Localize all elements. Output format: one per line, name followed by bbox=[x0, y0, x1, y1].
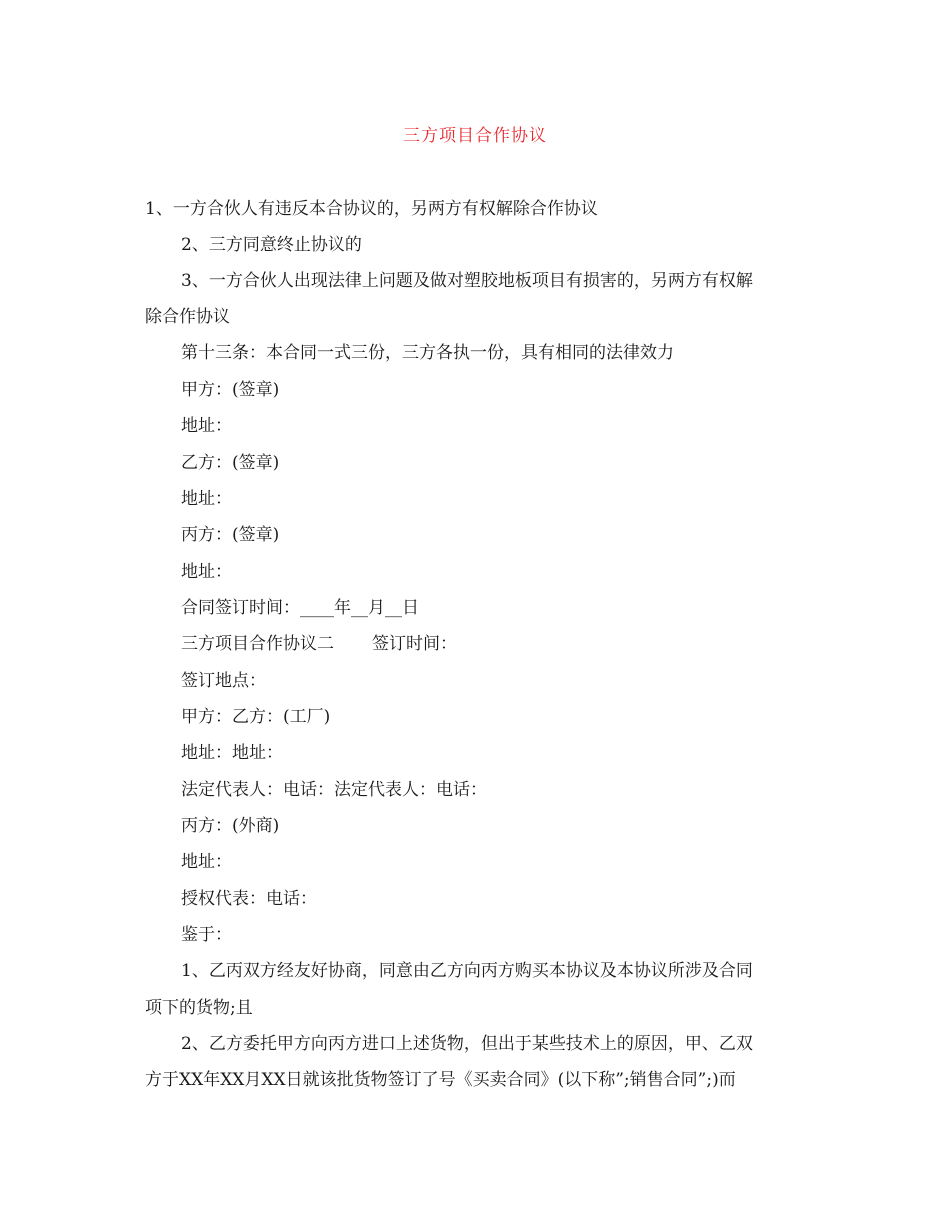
document-title: 三方项目合作协议 bbox=[403, 126, 547, 146]
article-thirteen: 第十三条：本合同一式三份，三方各执一份，具有相同的法律效力 bbox=[181, 343, 674, 363]
whereas-label: 鉴于： bbox=[181, 925, 232, 945]
parties-address: 地址：地址： bbox=[181, 743, 283, 763]
party-c-foreign: 丙方：(外商) bbox=[181, 816, 280, 836]
contract-sign-date: 合同签订时间：____年__月__日 bbox=[181, 598, 419, 618]
party-a-address: 地址： bbox=[181, 416, 232, 436]
paragraph-line: 除合作协议 bbox=[145, 307, 230, 327]
party-b-signature: 乙方：(签章) bbox=[181, 453, 280, 473]
legal-representatives: 法定代表人：电话：法定代表人：电话： bbox=[181, 780, 487, 800]
paragraph-line: 1、一方合伙人有违反本合协议的，另两方有权解除合作协议 bbox=[145, 199, 598, 219]
agreement-two-heading bbox=[181, 632, 851, 656]
paragraph-line: 项下的货物;且 bbox=[145, 998, 253, 1018]
paragraph-line: 方于XX年XX月XX日就该批货物签订了号《买卖合同》(以下称”;销售合同”;)而 bbox=[145, 1070, 736, 1090]
paragraph-line: 3、一方合伙人出现法律上问题及做对塑胶地板项目有损害的，另两方有权解 bbox=[181, 271, 753, 291]
parties-a-b: 甲方：乙方：(工厂) bbox=[181, 707, 331, 727]
authorized-representative: 授权代表：电话： bbox=[181, 889, 317, 909]
paragraph-line: 2、乙方委托甲方向丙方进口上述货物，但出于某些技术上的原因，甲、乙双 bbox=[181, 1034, 753, 1054]
paragraph-line: 1、乙丙双方经友好协商，同意由乙方向丙方购买本协议及本协议所涉及合同 bbox=[181, 961, 753, 981]
paragraph-line: 2、三方同意终止协议的 bbox=[181, 235, 362, 255]
party-a-signature: 甲方：(签章) bbox=[181, 380, 280, 400]
sign-location: 签订地点： bbox=[181, 671, 266, 691]
party-b-address: 地址： bbox=[181, 489, 232, 509]
party-c-address-2: 地址： bbox=[181, 852, 232, 872]
sign-time-label: 签订时间： bbox=[372, 634, 457, 654]
party-c-address: 地址： bbox=[181, 562, 232, 582]
party-c-signature: 丙方：(签章) bbox=[181, 525, 280, 545]
agreement-two-title: 三方项目合作协议二 bbox=[181, 634, 334, 654]
